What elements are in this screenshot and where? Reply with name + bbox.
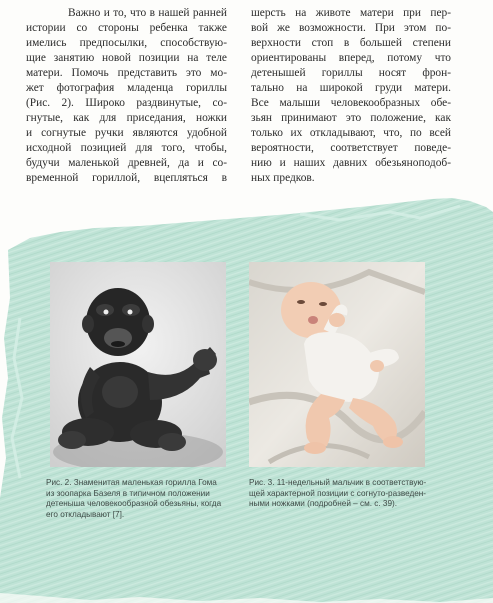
text-line: щие занятию новой позиции на теле <box>26 52 227 64</box>
text-line: (Рис. 2). Широко раздвинутые, со- <box>26 97 227 109</box>
caption-line: ными ножками (подробней – см. с. 39). <box>249 499 398 509</box>
caption-line: щей характерной позиции с согнуто-разведен- <box>249 488 427 498</box>
text-line: истории со стороны ребенка также <box>26 22 227 34</box>
text-line: и согнутые ручки являются удобной <box>26 127 227 139</box>
body-text-right-column <box>251 6 451 186</box>
body-text-left-column <box>26 6 227 186</box>
caption-line: его откладывают [7]. <box>46 509 125 519</box>
caption-line: из зоопарка Базеля в типичном положении <box>46 488 210 498</box>
text-line: вой же возможности. При этом по- <box>251 22 451 34</box>
text-line: верхности стоп в большей степени <box>251 37 451 49</box>
text-line: ных предков. <box>251 172 315 184</box>
text-line: нию и наших давних обезьяноподоб- <box>251 157 451 169</box>
text-line: гнутые, как для приседания, ножки <box>26 112 227 124</box>
text-line: тально на широкой груди матери. <box>251 82 451 94</box>
gorilla-photo <box>50 262 226 467</box>
baby-photo <box>249 262 425 467</box>
text-line: жет фотография младенца гориллы <box>26 82 227 94</box>
text-line: ориентированы вперед, потому что <box>251 52 451 64</box>
figure-caption-left <box>46 478 232 520</box>
text-line: временной гориллой, вцепляться в <box>26 172 227 184</box>
text-line: зьян принимают это положение, как <box>251 112 451 124</box>
text-line: Важно и то, что в нашей ранней <box>68 7 227 19</box>
text-line: будучи маленькой древней, да и со- <box>26 157 227 169</box>
caption-line: Рис. 3. 11-недельный мальчик в соответствую- <box>249 478 427 487</box>
text-line: имелись предпосылки, способствую- <box>26 37 227 49</box>
text-line: детенышей гориллы носят фрон- <box>251 67 451 79</box>
text-line: исходной позицией для того, чтобы, <box>26 142 227 154</box>
text-line: только их откладывают, что, по всей <box>251 127 451 139</box>
text-line: вероятности, соответствует поведе- <box>251 142 451 154</box>
caption-line: Рис. 2. Знаменитая маленькая горилла Гома <box>46 478 217 487</box>
text-line: матери. Помочь представить это мо- <box>26 67 227 79</box>
caption-line: детеныша человекообразной обезьяны, когда <box>46 499 222 509</box>
figure-caption-right <box>249 478 429 510</box>
text-line: Все малыши человекообразных обе- <box>251 97 451 109</box>
text-line: шерсть на животе матери при пер- <box>251 7 451 19</box>
